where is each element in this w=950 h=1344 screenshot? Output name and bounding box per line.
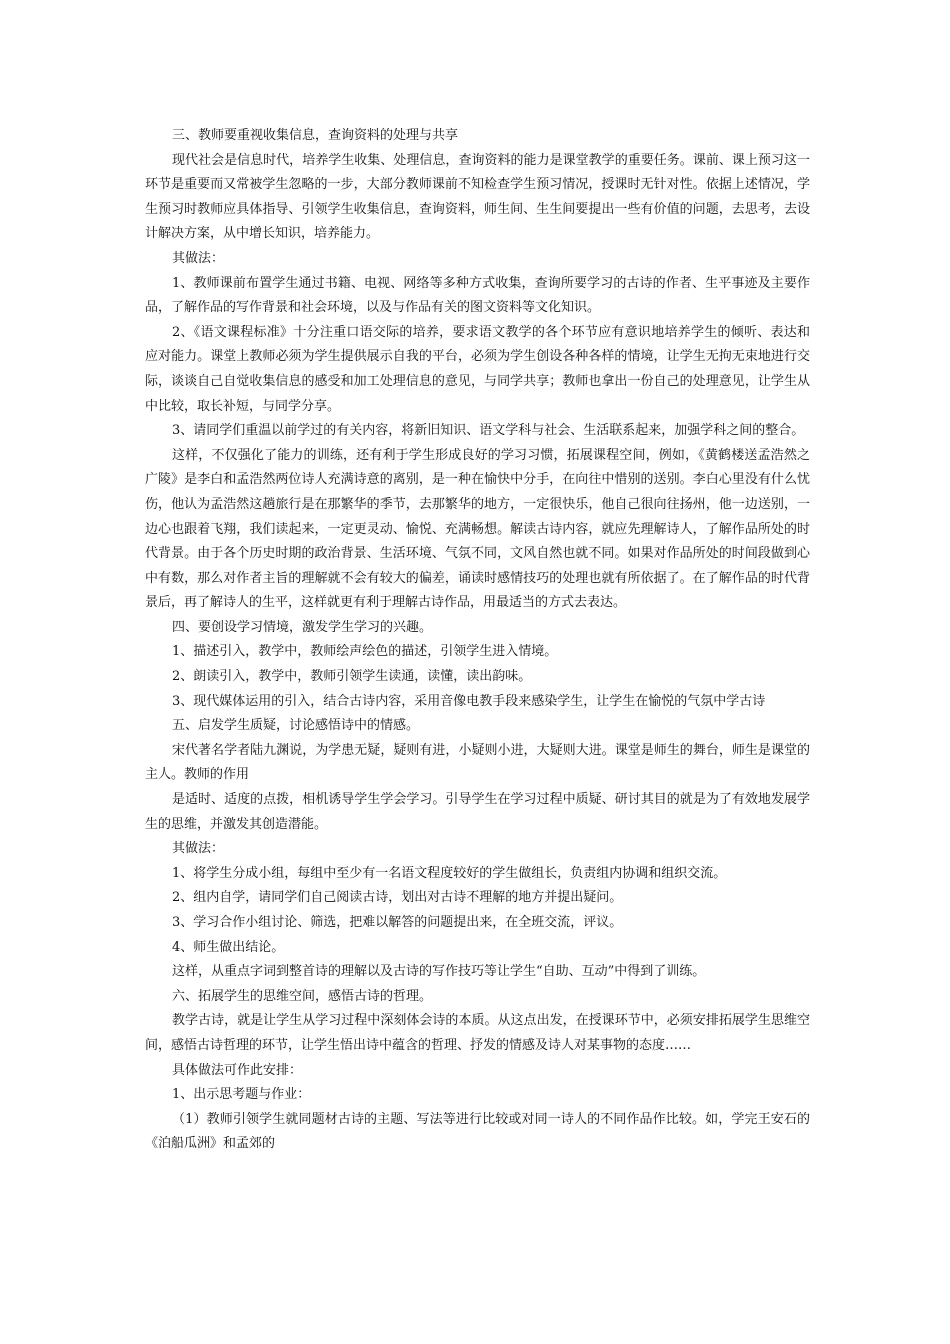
list-item: 2、朗读引入，教学中，教师引领学生读通，读懂，读出韵味。 <box>172 669 532 685</box>
paragraph: 宋代著名学者陆九渊说，为学患无疑，疑则有进，小疑则小进，大疑则大进。课堂是师生的舞台，师生是课堂的主人。教师的作用 <box>145 742 810 783</box>
list-item: 3、学习合作小组讨论、筛选，把难以解答的问题提出来，在全班交流，评议。 <box>172 915 623 930</box>
list-item: （1）教师引领学生就同题材古诗的主题、写法等进行比较或对同一诗人的不同作品作比较。如，学完王安石的《泊船瓜洲》和孟郊的 <box>145 1111 810 1152</box>
section-heading-5: 五、启发学生质疑，讨论感悟诗中的情感。 <box>172 718 420 734</box>
list-item: 1、教师课前布置学生通过书籍、电视、网络等多种方式收集，查询所要学习的古诗的作者、生平事迹及主要作品，了解作品的写作背景和社会环境，以及与作品有关的图文资料等文化知识。 <box>145 275 810 316</box>
paragraph: 这样，不仅强化了能力的训练，还有利于学生形成良好的学习习惯，拓展课程空间，例如，《黄鹤楼送孟浩然之广陵》是李白和孟浩然两位诗人充满诗意的离别，是一种在愉快中分手，在向往中惜别的送别。李白心里没有什么忧伤，他认为孟浩然这趟旅行是在那繁华的季节，去那繁华的地方，一定很快乐，他自己很向往扬州，他一边送别，一边心也跟着飞翔，我们读起来，一定更灵动、愉悦、充满畅想。解读古诗内容，就应先理解诗人，了解作品所处的时代背景。由于各个历史时期的政治背景、生活环境、气氛不同，文风自然也就不同。如果对作品所处的时间段做到心中有数，那么对作者主旨的理解就不会有较大的偏差，诵读时感情技巧的处理也就有所依据了。在了解作品的时代背景后，再了解诗人的生平，这样就更有利于理解古诗作品，用最适当的方式去表达。 <box>145 447 810 611</box>
document-body <box>145 124 810 1157</box>
list-item: 1、将学生分成小组，每组中至少有一名语文程度较好的学生做组长，负责组内协调和组织交流。 <box>172 865 727 881</box>
paragraph: 这样，从重点字词到整首诗的理解以及古诗的写作技巧等让学生“自助、互动”中得到了训练。 <box>172 964 706 980</box>
paragraph: 现代社会是信息时代，培养学生收集、处理信息，查询资料的能力是课堂教学的重要任务。课前、课上预习这一环节是重要而又常被学生忽略的一步，大部分教师课前不知检查学生预习情况，授课时无针对性。依据上述情况，学生预习时教师应具体指导、引领学生收集信息，查询资料，师生间、生生间要提出一些有价值的问题，去思考，去设计解决方案，从中增长知识，培养能力。 <box>145 152 810 242</box>
list-item: 2、《语文课程标准》十分注重口语交际的培养，要求语文教学的各个环节应有意识地培养学生的倾听、表达和应对能力。课堂上教师必须为学生提供展示自我的平台，必须为学生创设各种各样的情境，让学生无拘无束地进行交际，谈谈自己自觉收集信息的感受和加工处理信息的意见，与同学共享；教师也拿出一份自己的处理意见，让学生从中比较，取长补短，与同学分享。 <box>145 324 810 414</box>
paragraph: 其做法： <box>172 250 225 266</box>
list-item: 3、请同学们重温以前学过的有关内容，将新旧知识、语文学科与社会、生活联系起来，加强学科之间的整合。 <box>172 423 805 439</box>
list-item: 1、出示思考题与作业： <box>172 1087 311 1103</box>
paragraph: 其做法： <box>172 841 225 857</box>
list-item: 2、组内自学，请同学们自己阅读古诗，划出对古诗不理解的地方并提出疑问。 <box>172 890 623 906</box>
paragraph: 是适时、适度的点拨，相机诱导学生学会学习。引导学生在学习过程中质疑、研讨其目的就是为了有效地发展学生的思维，并激发其创造潜能。 <box>145 792 810 832</box>
paragraph: 具体做法可作此安排： <box>172 1062 303 1078</box>
section-heading-4: 四、要创设学习情境，激发学生学习的兴趣。 <box>172 619 433 635</box>
list-item: 1、描述引入，教学中，教师绘声绘色的描述，引领学生进入情境。 <box>172 644 558 660</box>
list-item: 3、现代媒体运用的引入，结合古诗内容，采用音像电教手段来感染学生，让学生在愉悦的气氛中学古诗 <box>172 693 766 709</box>
list-item: 4、师生做出结论。 <box>172 939 285 955</box>
section-heading-6: 六、拓展学生的思维空间，感悟古诗的哲理。 <box>172 988 433 1004</box>
section-heading-3: 三、教师要重视收集信息，查询资料的处理与共享 <box>172 128 459 143</box>
paragraph: 教学古诗，就是让学生从学习过程中深刻体会诗的本质。从这点出发，在授课环节中，必须安排拓展学生思维空间，感悟古诗哲理的环节，让学生悟出诗中蕴含的哲理、抒发的情感及诗人对某事物的态度…… <box>145 1013 810 1053</box>
